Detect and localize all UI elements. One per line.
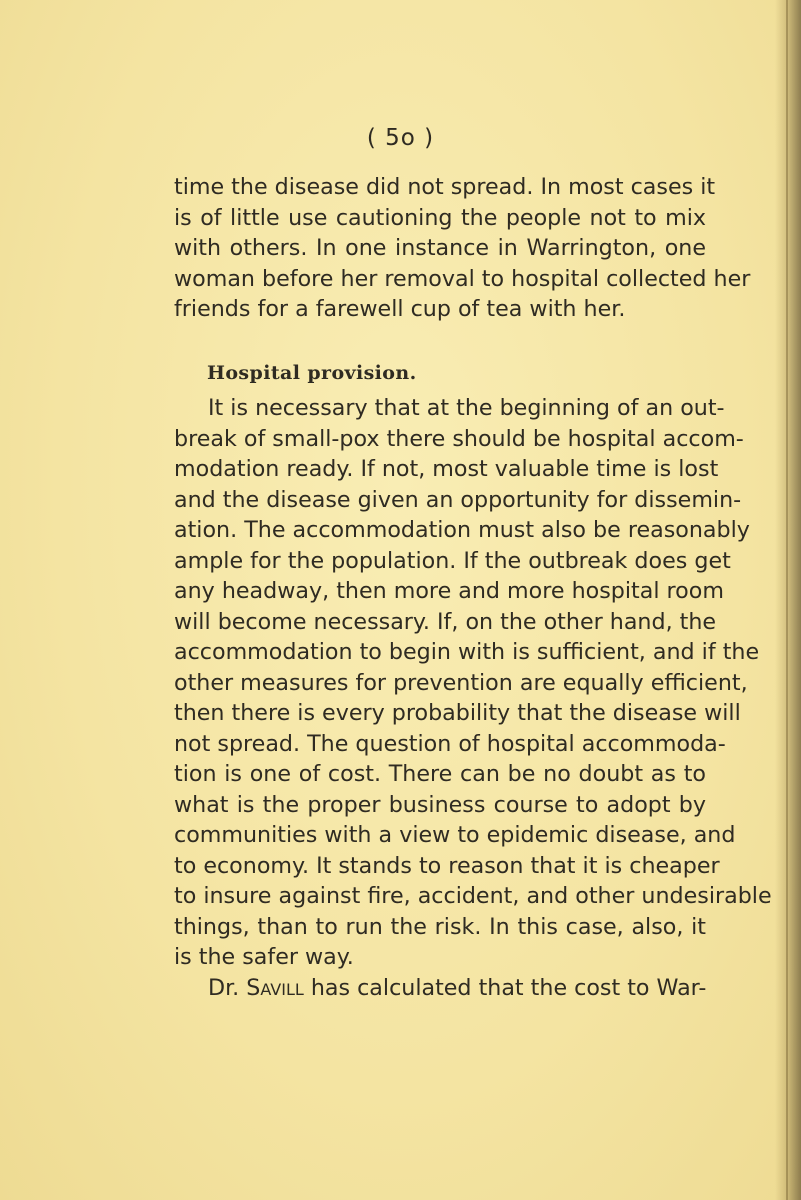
paragraph-1 — [174, 172, 751, 325]
text-line: modation ready. If not, most valuable time is lost — [174, 456, 719, 482]
author-name: Savill — [246, 974, 304, 1001]
text-line: is the safer way. — [174, 944, 354, 970]
paragraph-3-line — [174, 973, 706, 1004]
text-line: ation. The accommodation must also be reasonably — [174, 517, 750, 543]
text-line: other measures for prevention are equally efficient, — [174, 669, 748, 696]
text-prefix: Dr. — [208, 974, 247, 1001]
text-line: what is the proper business course to adopt by — [174, 791, 706, 818]
text-line: time the disease did not spread. In most cases it — [174, 174, 716, 200]
text-line: friends for a farewell cup of tea with her. — [174, 296, 626, 322]
text-line: to insure against fire, accident, and other undesirable — [174, 883, 772, 909]
text-line: ample for the population. If the outbreak does get — [174, 547, 731, 574]
text-line: accommodation to begin with is sufficient, and if the — [174, 639, 760, 665]
text-line: things, than to run the risk. In this case, also, it — [174, 913, 706, 940]
text-line: woman before her removal to hospital collected her — [174, 265, 751, 292]
text-line: It is necessary that at the beginning of an out- — [208, 395, 725, 421]
page-edge-line — [786, 0, 788, 1200]
text-line: communities with a view to epidemic disease, and — [174, 822, 736, 848]
text-line: is of little use cautioning the people not to mix — [174, 204, 706, 231]
text-line: break of small-pox there should be hospital accom- — [174, 425, 744, 452]
text-line: to economy. It stands to reason that it is cheaper — [174, 852, 720, 879]
text-line: tion is one of cost. There can be no doubt as to — [174, 761, 706, 787]
page-number: ( 5o ) — [366, 125, 435, 151]
text-line: will become necessary. If, on the other hand, the — [174, 608, 717, 635]
text-line: not spread. The question of hospital accommoda- — [174, 730, 726, 757]
text-line: with others. In one instance in Warrington, one — [174, 235, 706, 261]
text-line: then there is every probability that the disease will — [174, 700, 741, 726]
text-line: any headway, then more and more hospital room — [174, 578, 724, 604]
section-heading: Hospital provision. — [207, 362, 417, 384]
paragraph-2 — [174, 393, 772, 1003]
text-rest: has calculated that the cost to War- — [303, 974, 707, 1001]
page-edge-shadow — [775, 0, 801, 1200]
text-line: and the disease given an opportunity for dissemin- — [174, 486, 742, 513]
